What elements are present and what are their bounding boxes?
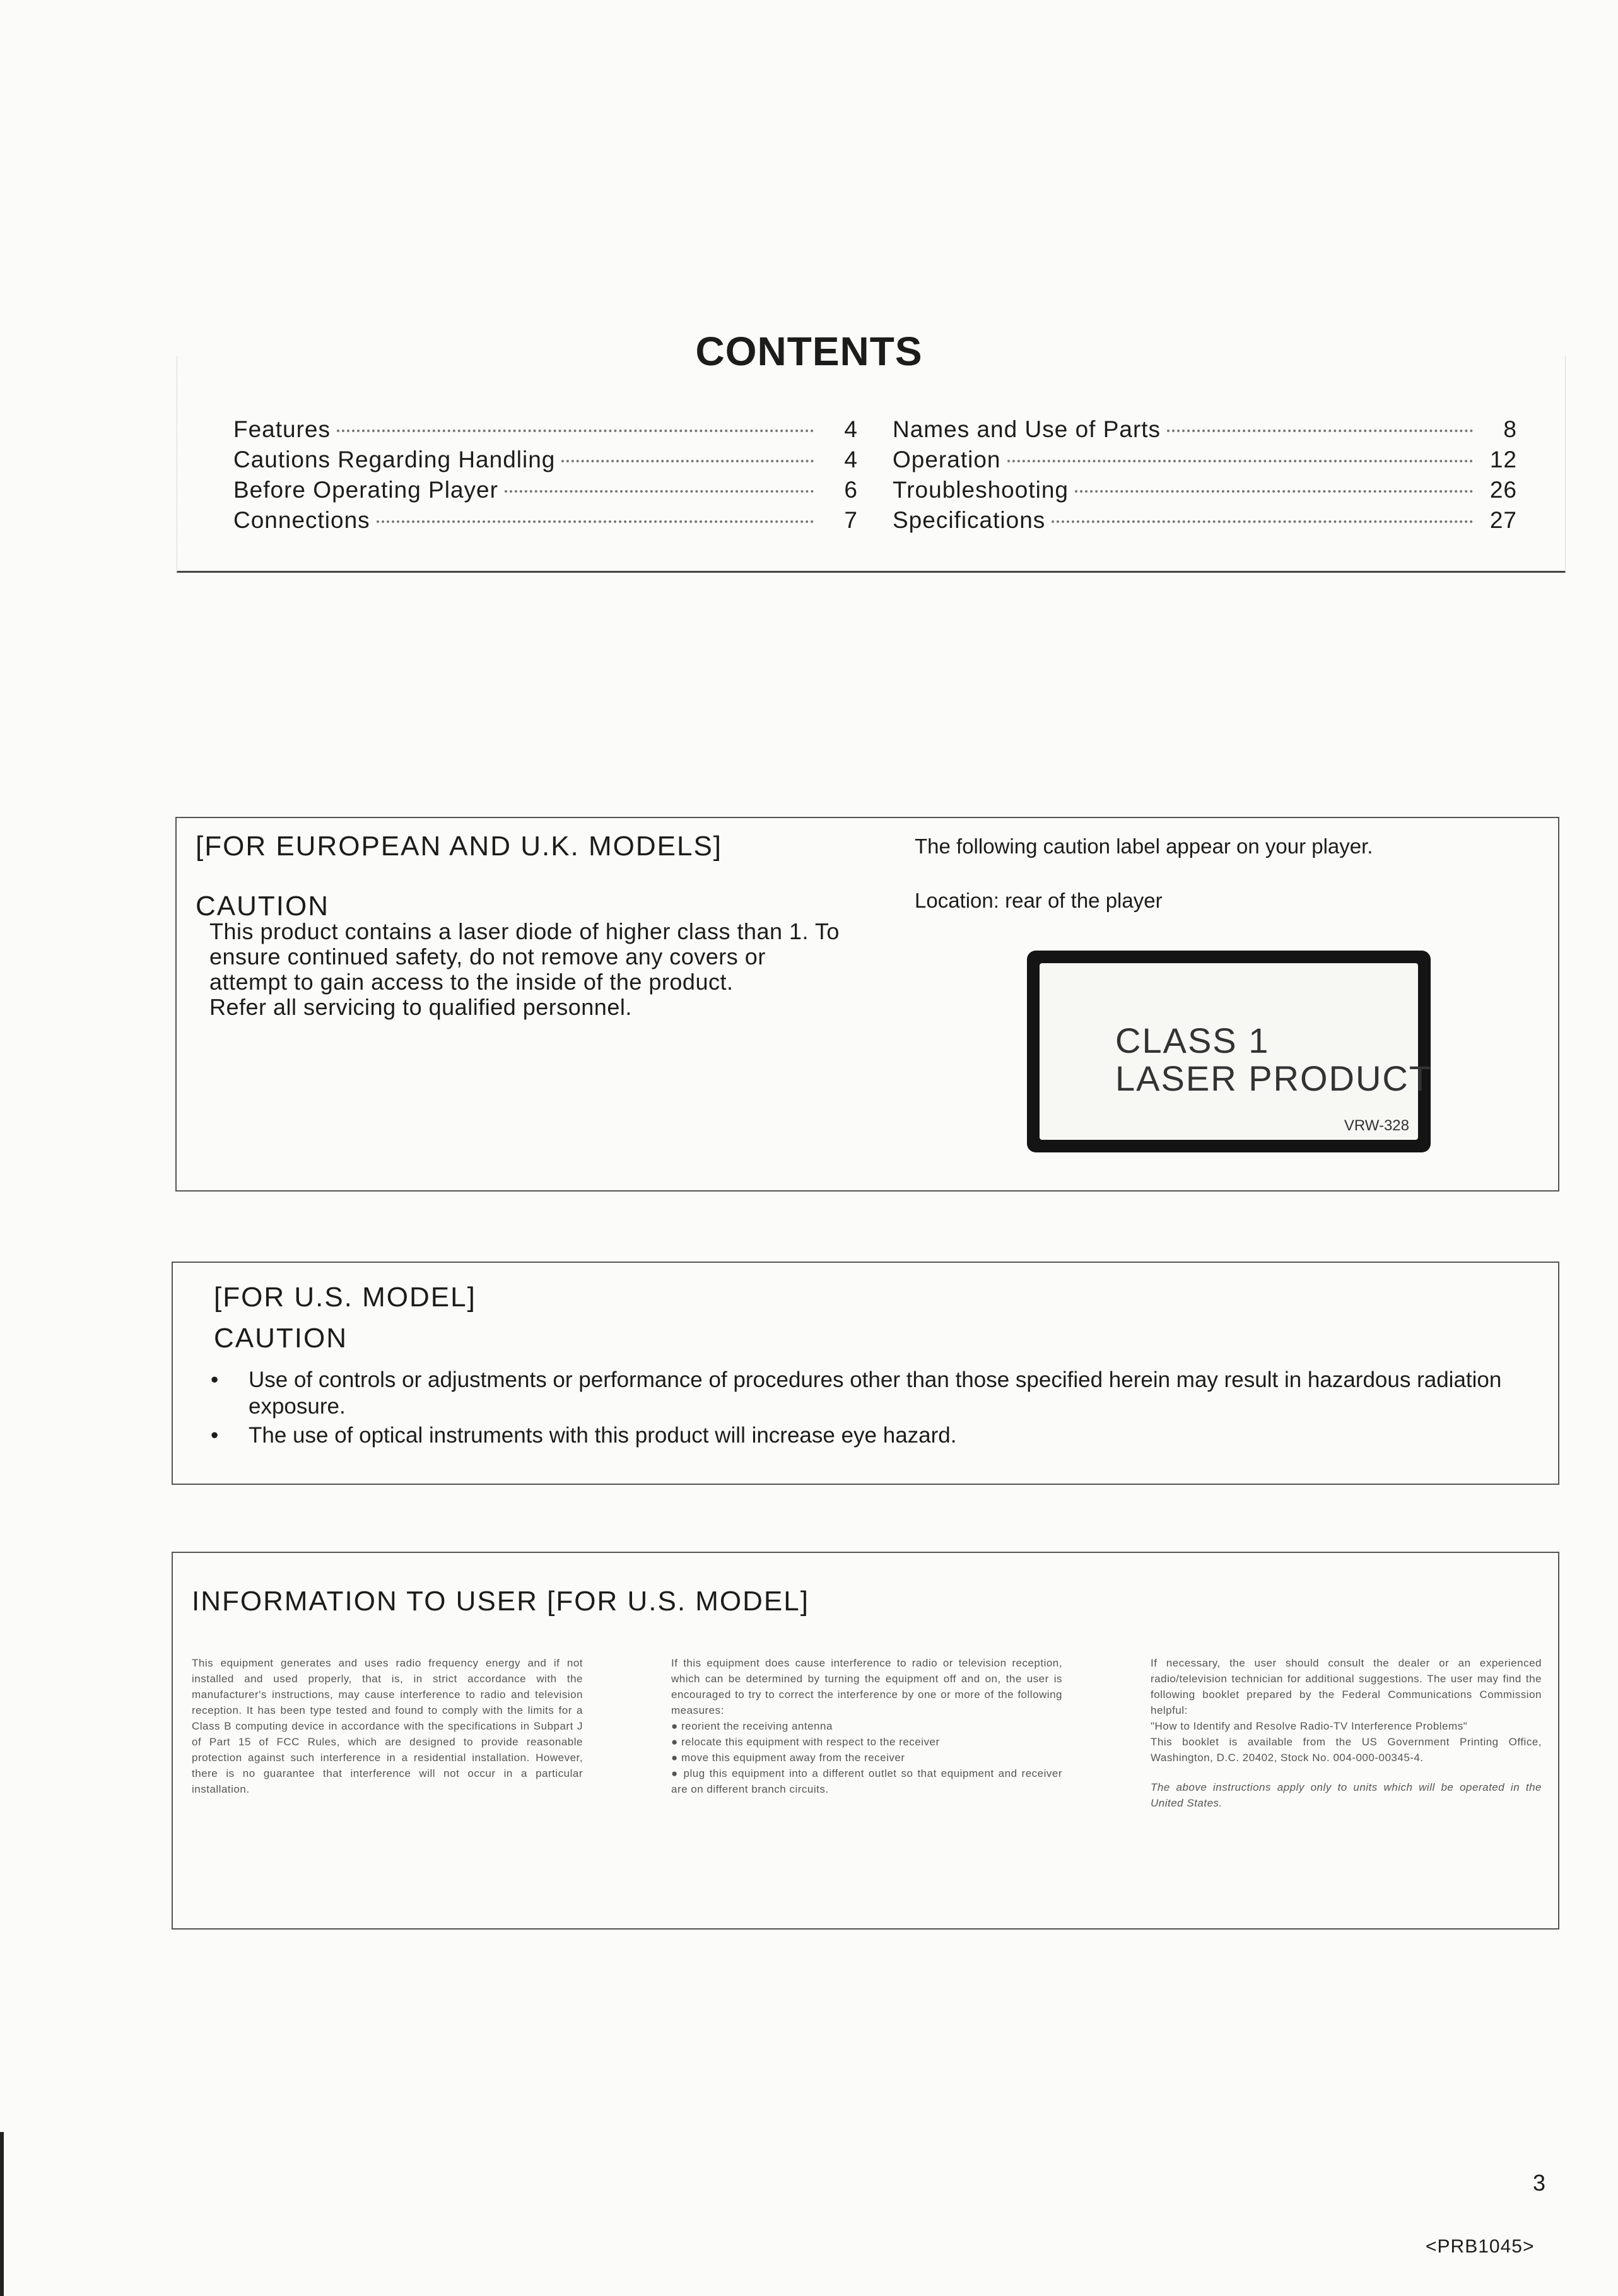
toc-leader-dots bbox=[561, 460, 814, 462]
us-heading: [FOR U.S. MODEL] bbox=[214, 1282, 476, 1313]
toc-entry-label: Connections bbox=[233, 507, 370, 533]
toc-entry[interactable] bbox=[893, 507, 1517, 537]
info-column-1 bbox=[192, 1655, 583, 1797]
us-caution-item-text: Use of controls or adjustments or performance of procedures other than those specified herein may result in hazardous radiation exposure. bbox=[249, 1368, 1502, 1419]
toc-entry-label: Features bbox=[233, 416, 331, 442]
toc-entry[interactable] bbox=[893, 416, 1517, 447]
info-paragraph: This booklet is available from the US Government Printing Office, Washington, D.C. 20402, Stock No. 004-000-00345-4. bbox=[1151, 1736, 1542, 1764]
us-caution-box bbox=[172, 1262, 1559, 1485]
toc-entry[interactable] bbox=[893, 447, 1517, 477]
laser-product-label bbox=[1027, 951, 1431, 1152]
info-heading: INFORMATION TO USER [FOR U.S. MODEL] bbox=[192, 1586, 809, 1617]
toc-entry-page: 27 bbox=[1489, 507, 1517, 533]
toc-entry[interactable] bbox=[233, 507, 858, 537]
info-measure-item: ● plug this equipment into a different outlet so that equipment and receiver are on different branch circuits. bbox=[671, 1767, 1062, 1795]
toc-entry[interactable] bbox=[233, 447, 858, 477]
bullet-icon: • bbox=[211, 1423, 219, 1448]
info-measure-item: ● move this equipment away from the receiver bbox=[671, 1752, 905, 1764]
toc-left-column bbox=[233, 416, 858, 537]
laser-class-text: CLASS 1 bbox=[1115, 1021, 1270, 1060]
toc-entry-page: 7 bbox=[844, 507, 858, 533]
toc-leader-dots bbox=[377, 520, 814, 523]
label-location-text: Location: rear of the player bbox=[915, 889, 1163, 912]
eu-caution-text bbox=[209, 919, 840, 1020]
laser-product-text: LASER PRODUCT bbox=[1115, 1058, 1433, 1098]
list-item bbox=[211, 1422, 1535, 1449]
laser-label-inner bbox=[1040, 963, 1433, 1140]
toc-leader-dots bbox=[1167, 430, 1473, 432]
toc-leader-dots bbox=[505, 490, 814, 493]
toc-entry-page: 12 bbox=[1489, 447, 1517, 472]
info-measure-item: ● relocate this equipment with respect to the receiver bbox=[671, 1736, 940, 1748]
info-measure-item: ● reorient the receiving antenna bbox=[671, 1720, 833, 1732]
info-paragraph: If necessary, the user should consult the dealer or an experienced radio/television technician for additional suggestions. The user may find the following booklet prepared by the Federal Communications Commission helpful: bbox=[1151, 1657, 1542, 1716]
toc-entry-label: Specifications bbox=[893, 507, 1046, 533]
toc-leader-dots bbox=[1007, 460, 1474, 462]
toc-entry-label: Operation bbox=[893, 447, 1001, 472]
list-item bbox=[211, 1367, 1535, 1420]
us-caution-list bbox=[211, 1367, 1535, 1451]
toc-entry-label: Troubleshooting bbox=[893, 477, 1069, 503]
document-code: <PRB1045> bbox=[1426, 2236, 1535, 2257]
toc-right-column bbox=[893, 416, 1517, 537]
info-column-3 bbox=[1151, 1655, 1542, 1811]
eu-caution-box bbox=[175, 817, 1559, 1192]
us-caution-title: CAUTION bbox=[214, 1323, 348, 1354]
info-column-2 bbox=[671, 1655, 1062, 1797]
toc-entry-page: 26 bbox=[1489, 477, 1517, 503]
toc-entry[interactable] bbox=[233, 477, 858, 507]
info-paragraph: This equipment generates and uses radio frequency energy and if not installed and used properly, that is, in strict accordance with the manufacturer's instructions, may cause interference to radio and television reception. It has been type tested and found to comply with the limits for a Class B computing device in accordance with the specifications in Subpart J of Part 15 of FCC Rules, which are designed to provide reasonable protection against such interference in a residential installation. However, there is no guarantee that interference will not occur in a particular installation. bbox=[192, 1657, 583, 1795]
eu-heading: [FOR EUROPEAN AND U.K. MODELS] bbox=[196, 831, 723, 862]
eu-caution-title: CAUTION bbox=[196, 891, 329, 922]
toc-leader-dots bbox=[1075, 490, 1473, 493]
bullet-icon: • bbox=[211, 1368, 219, 1392]
info-us-note: The above instructions apply only to units which will be operated in the United States. bbox=[1151, 1781, 1542, 1809]
toc-entry-page: 6 bbox=[844, 477, 858, 503]
toc-entry[interactable] bbox=[233, 416, 858, 447]
eu-caution-servicing: Refer all servicing to qualified personnel. bbox=[209, 994, 632, 1020]
scan-edge-mark bbox=[0, 2132, 4, 2296]
toc-leader-dots bbox=[337, 430, 814, 432]
contents-title: CONTENTS bbox=[695, 329, 923, 374]
us-caution-item-text: The use of optical instruments with this product will increase eye hazard. bbox=[249, 1423, 957, 1448]
toc-entry-page: 4 bbox=[844, 416, 858, 442]
toc-entry-page: 4 bbox=[844, 447, 858, 472]
toc-entry-label: Before Operating Player bbox=[233, 477, 498, 503]
laser-label-code: VRW-328 bbox=[1344, 1117, 1409, 1134]
info-to-user-box bbox=[172, 1552, 1559, 1930]
info-paragraph: If this equipment does cause interference to radio or television reception, which can be determined by turning the equipment off and on, the user is encouraged to try to correct the interference by one or more of the following measures: bbox=[671, 1657, 1062, 1716]
label-intro-text: The following caution label appear on your player. bbox=[915, 835, 1373, 858]
toc-entry-label: Cautions Regarding Handling bbox=[233, 447, 556, 472]
toc-entry-label: Names and Use of Parts bbox=[893, 416, 1161, 442]
toc-entry[interactable] bbox=[893, 477, 1517, 507]
toc-entry-page: 8 bbox=[1503, 416, 1517, 442]
eu-caution-paragraph: This product contains a laser diode of higher class than 1. To ensure continued safety, do not remove any covers or attempt to gain access to the inside of the product. bbox=[209, 918, 840, 995]
info-booklet-title: "How to Identify and Resolve Radio-TV Interference Problems" bbox=[1151, 1720, 1468, 1732]
page-number: 3 bbox=[1533, 2170, 1546, 2196]
toc-leader-dots bbox=[1052, 520, 1473, 523]
